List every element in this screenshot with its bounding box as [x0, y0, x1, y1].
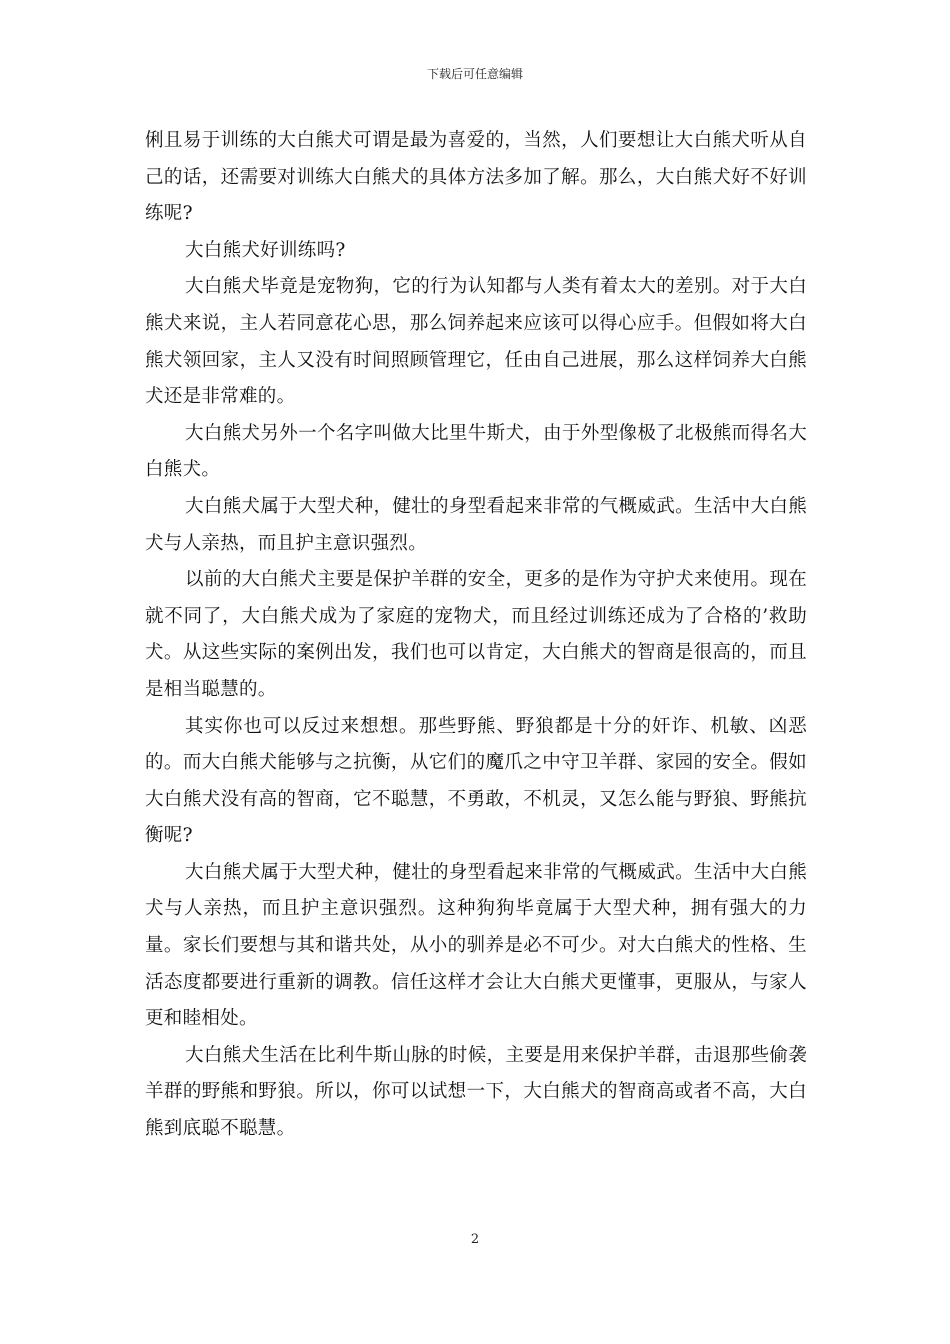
paragraph-heading: 大白熊犬好训练吗?	[185, 239, 346, 261]
paragraph-4: 大白熊犬另外一个名字叫做大比里牛斯犬，由于外型像极了北极熊而得名大白熊犬。	[145, 422, 807, 481]
paragraph-9: 大白熊犬生活在比利牛斯山脉的时候，主要是用来保护羊群，击退那些偷袭羊群的野熊和野狼。所以，你可以试想一下，大白熊犬的智商高或者不高，大白熊到底聪不聪慧。	[145, 1044, 807, 1140]
paragraph-6: 以前的大白熊犬主要是保护羊群的安全，更多的是作为守护犬来使用。现在就不同了，大白熊犬成为了家庭的宠物犬，而且经过训练还成为了合格的’救助犬。从这些实际的案例出发，我们也可以肯定，大白熊犬的智商是很高的，而且是相当聪慧的。	[145, 569, 807, 700]
paragraph-8: 大白熊犬属于大型犬种，健壮的身型看起来非常的气概威武。生活中大白熊犬与人亲热，而且护主意识强烈。这种狗狗毕竟属于大型犬种，拥有强大的力量。家长们要想与其和谐共处，从小的驯养是必不可少。对大白熊犬的性格、生活态度都要进行重新的调教。信任这样才会让大白熊犬更懂事，更服从，与家人更和睦相处。	[145, 861, 807, 1030]
page-number: 2	[470, 1232, 480, 1247]
paragraph-7: 其实你也可以反过来想想。那些野熊、野狼都是十分的奸诈、机敏、凶恶的。而大白熊犬能够与之抗衡，从它们的魔爪之中守卫羊群、家园的安全。假如大白熊犬没有高的智商，它不聪慧，不勇敢，不机灵，又怎么能与野狼、野熊抗衡呢?	[145, 715, 807, 847]
paragraph-3: 大白熊犬毕竟是宠物狗，它的行为认知都与人类有着太大的差别。对于大白熊犬来说，主人若同意花心思，那么饲养起来应该可以得心应手。但假如将大白熊犬领回家，主人又没有时间照顾管理它，任由自己进展，那么这样饲养大白熊犬还是非常难的。	[145, 276, 807, 408]
page-header: 下载后可任意编辑	[426, 67, 523, 81]
paragraph-5: 大白熊犬属于大型犬种，健壮的身型看起来非常的气概威武。生活中大白熊犬与人亲热，而且护主意识强烈。	[145, 495, 807, 554]
paragraph-1: 俐且易于训练的大白熊犬可谓是最为喜爱的，当然，人们要想让大白熊犬听从自己的话，还需要对训练大白熊犬的具体方法多加了解。那么，大白熊犬好不好训练呢?	[145, 130, 807, 225]
document-body	[145, 123, 807, 1148]
